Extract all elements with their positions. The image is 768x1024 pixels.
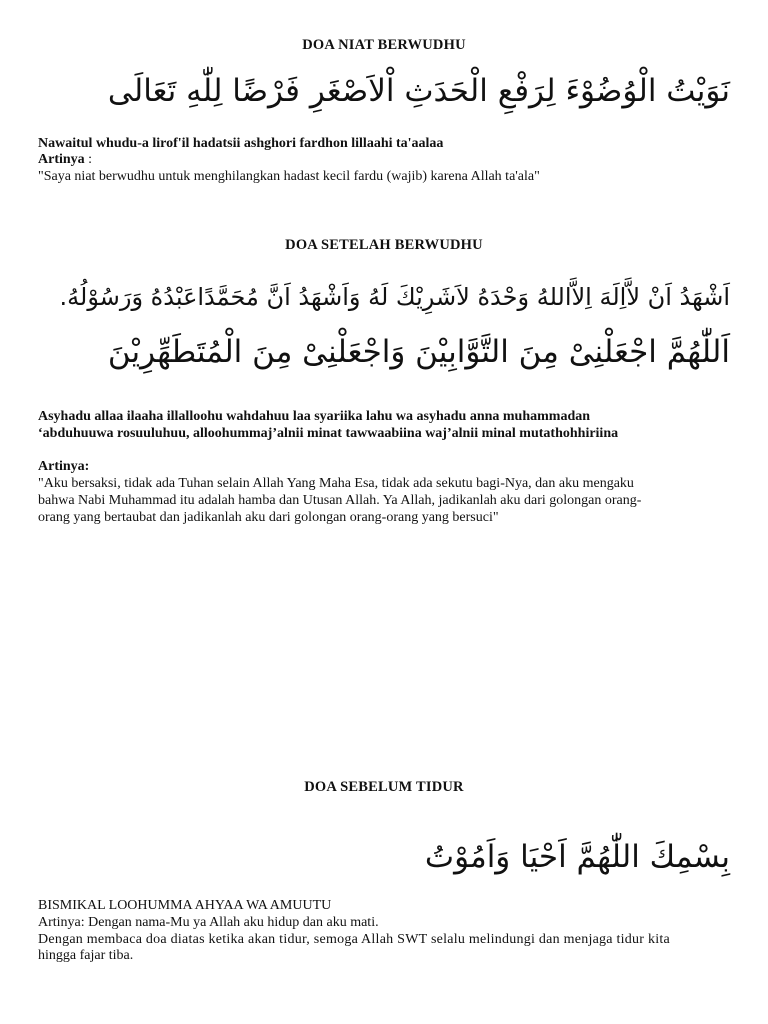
section-title-sebelum-tidur: DOA SEBELUM TIDUR (304, 779, 464, 795)
section-title-niat-berwudhu: DOA NIAT BERWUDHU (302, 37, 466, 53)
arabic-text-niat-berwudhu: نَوَيْتُ الْوُضُوْءَ لِرَفْعِ الْحَدَثِ اْلاَصْغَرِ فَرْضًا لِلّٰهِ تَعَالَى (107, 73, 730, 109)
arabic-text-setelah-line2: اَللّٰهُمَّ اجْعَلْنِىْ مِنَ التَّوَّابِيْنَ وَاجْعَلْنِىْ مِنَ الْمُتَطَهِّرِيْنَ (107, 334, 730, 370)
artinya-tidur: Artinya: Dengan nama-Mu ya Allah aku hidup dan aku mati. (38, 915, 379, 930)
section-title-setelah-berwudhu: DOA SETELAH BERWUDHU (285, 237, 483, 253)
latin-transliteration-niat: Nawaitul whudu-a lirof'il hadatsii ashghori fardhon lillaahi ta'aalaa (38, 136, 444, 151)
translation-setelah-line2: bahwa Nabi Muhammad itu adalah hamba dan Utusan Allah. Ya Allah, jadikanlah aku dari golongan orang- (38, 493, 642, 508)
artinya-line-niat (38, 152, 730, 169)
translation-niat: "Saya niat berwudhu untuk menghilangkan hadast kecil fardu (wajib) karena Allah ta'ala" (38, 169, 540, 184)
arabic-text-setelah-line1: اَشْهَدُ اَنْ لاَّاِلَهَ اِلاَّاللهُ وَحْدَهُ لاَشَرِيْكَ لَهُ وَاَشْهَدُ اَنَّ مُحَمَّدًاعَبْدُهُ وَرَسُوْلُهُ. (59, 283, 730, 311)
artinya-separator: : (84, 152, 93, 167)
latin-transliteration-setelah-line2: ‘abduhuuwa rosuuluhuu, alloohummaj’alnii minat tawwaabiina waj’alnii minal mutathohhiriina (38, 426, 619, 441)
latin-transliteration-setelah-line1: Asyhadu allaa ilaaha illalloohu wahdahuu laa syariika lahu wa asyhadu anna muhammadan (38, 409, 591, 424)
note-tidur-line2: hingga fajar tiba. (38, 948, 134, 963)
latin-transliteration-tidur: BISMIKAL LOOHUMMA AHYAA WA AMUUTU (38, 898, 332, 913)
note-tidur-line1: Dengan membaca doa diatas ketika akan tidur, semoga Allah SWT selalu melindungi dan menjaga tidur kita (38, 932, 670, 947)
translation-setelah-line1: "Aku bersaksi, tidak ada Tuhan selain Allah Yang Maha Esa, tidak ada sekutu bagi-Nya, dan aku mengaku (38, 476, 634, 491)
artinya-label-setelah: Artinya: (38, 459, 90, 474)
artinya-label: Artinya (38, 152, 85, 167)
translation-setelah-line3: orang yang bertaubat dan jadikanlah aku dari golongan orang-orang yang bersuci" (38, 510, 499, 525)
arabic-text-sebelum-tidur: بِسْمِكَ اللّٰهُمَّ اَحْيَا وَاَمُوْتُ (424, 839, 730, 875)
